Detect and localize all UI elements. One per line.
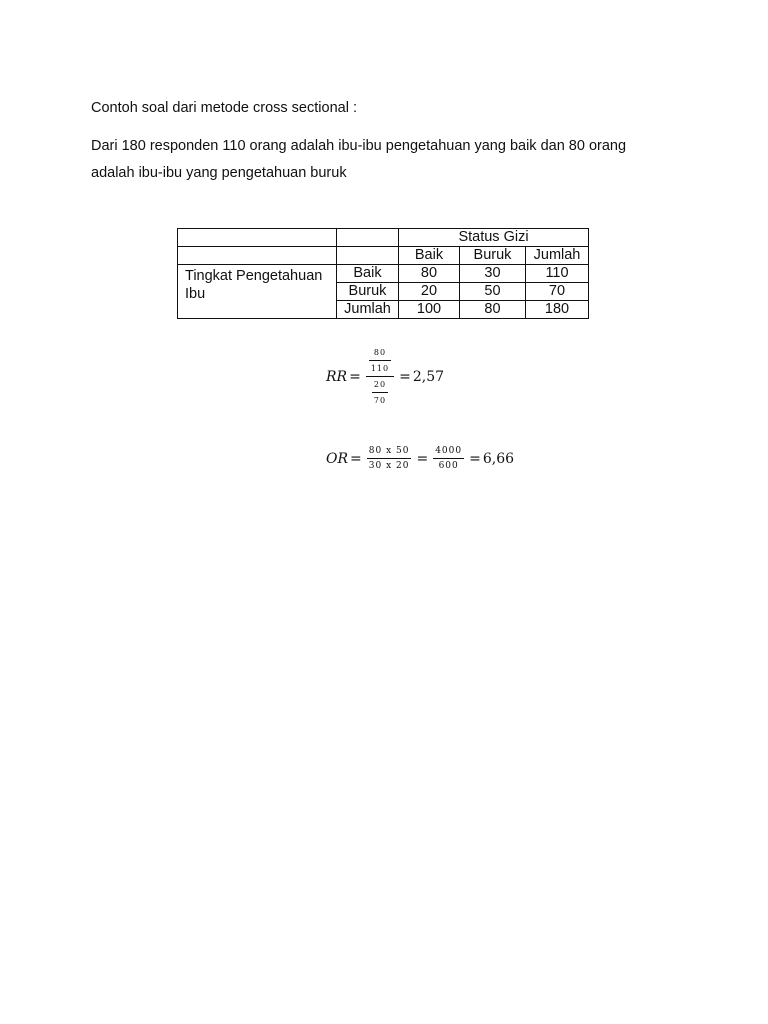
table-cell-empty — [337, 247, 399, 265]
or-lhs: OR — [326, 450, 349, 467]
column-header: Buruk — [460, 247, 526, 265]
table-cell-empty — [178, 247, 337, 265]
table-row-column-headers — [178, 247, 589, 265]
rr-num-bottom: 110 — [370, 364, 390, 373]
equals-sign: = — [349, 368, 361, 385]
rr-fraction — [366, 348, 394, 405]
table-cell: 70 — [526, 283, 589, 301]
equals-sign: = — [399, 368, 411, 385]
rr-result: 2,57 — [412, 368, 445, 385]
paragraph-line-2: adalah ibu-ibu yang pengetahuan buruk — [91, 165, 347, 181]
status-gizi-header: Status Gizi — [399, 229, 589, 247]
equals-sign: = — [416, 450, 429, 467]
table-cell: 180 — [526, 301, 589, 319]
or-result: 6,66 — [482, 450, 515, 467]
heading: Contoh soal dari metode cross sectional : — [91, 100, 357, 116]
rr-num-top: 80 — [373, 348, 387, 357]
equals-sign: = — [469, 450, 481, 467]
table-row — [178, 265, 589, 283]
or-f2-denominator: 600 — [438, 461, 459, 471]
or-f1-denominator: 30 x 20 — [368, 461, 410, 471]
rr-den-bottom: 70 — [373, 396, 387, 405]
cross-table — [177, 228, 589, 319]
table-cell-empty — [178, 229, 337, 247]
table-cell: 20 — [399, 283, 460, 301]
rr-main-bar — [366, 376, 394, 377]
or-formula — [326, 446, 514, 471]
table-cell-empty — [337, 229, 399, 247]
table-cell: 80 — [460, 301, 526, 319]
table-cell: 50 — [460, 283, 526, 301]
table-cell: 100 — [399, 301, 460, 319]
paragraph-line-1: Dari 180 responden 110 orang adalah ibu-ibu pengetahuan yang baik dan 80 orang — [91, 138, 627, 154]
table-cell: 110 — [526, 265, 589, 283]
table-cell: 80 — [399, 265, 460, 283]
rr-denominator-fraction — [372, 380, 388, 405]
table-cell: 30 — [460, 265, 526, 283]
rr-formula — [326, 348, 444, 405]
or-f1-numerator: 80 x 50 — [368, 446, 410, 456]
rr-numerator-fraction — [369, 348, 391, 373]
row-label: Buruk — [337, 283, 399, 301]
or-f2-numerator: 4000 — [435, 446, 463, 456]
column-header: Jumlah — [526, 247, 589, 265]
rr-lhs: RR — [326, 368, 348, 385]
row-label: Jumlah — [337, 301, 399, 319]
rr-den-top: 20 — [373, 380, 387, 389]
or-fraction-1 — [367, 446, 412, 471]
equals-sign: = — [350, 450, 362, 467]
table-row-group-header — [178, 229, 589, 247]
row-group-label: Tingkat Pengetahuan Ibu — [178, 265, 337, 319]
row-label: Baik — [337, 265, 399, 283]
or-fraction-2 — [433, 446, 464, 471]
column-header: Baik — [399, 247, 460, 265]
